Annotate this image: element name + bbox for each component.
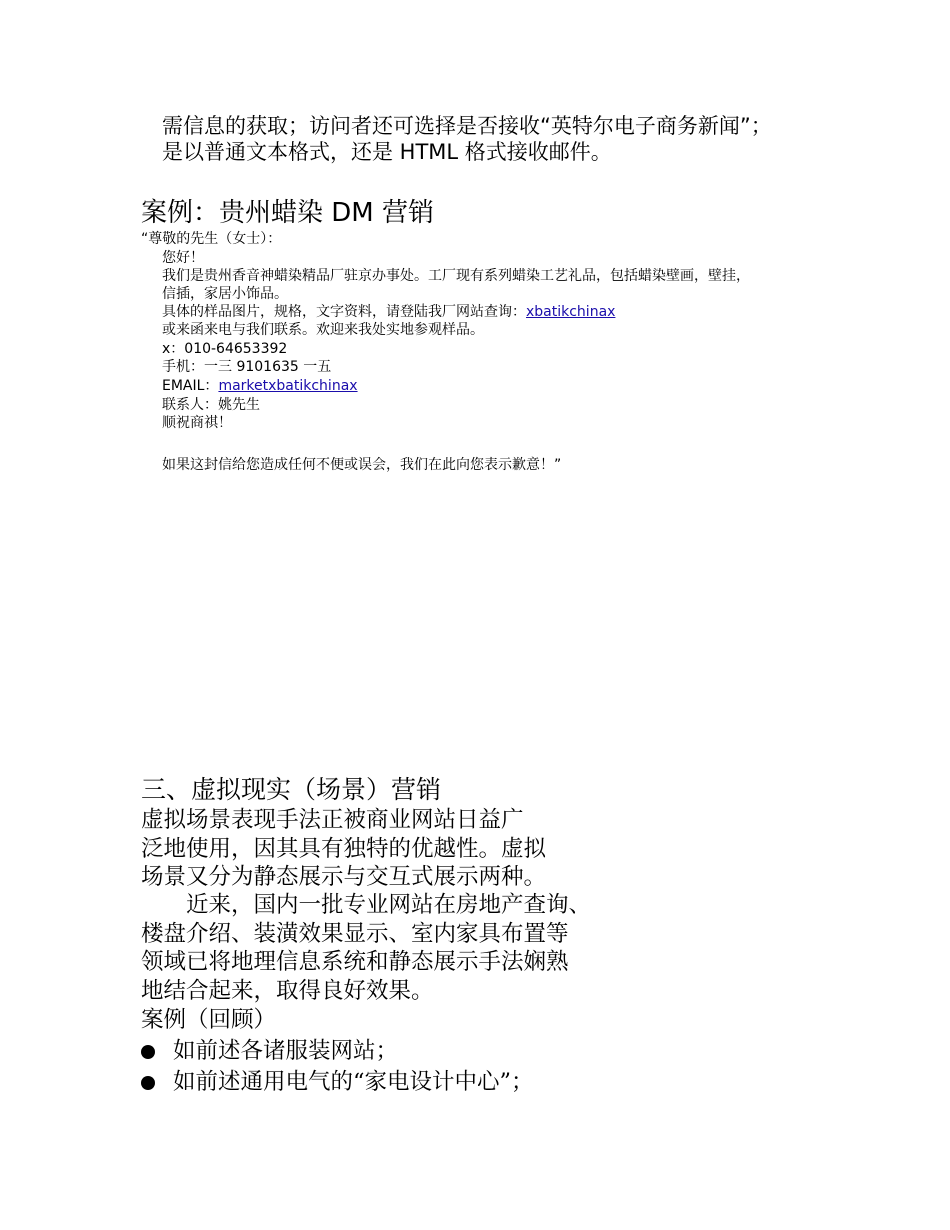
letter-body-1: 我们是贵州香音神蜡染精品厂驻京办事处。工厂现有系列蜡染工艺礼品，包括蜡染壁画，壁挂，	[162, 268, 750, 284]
section3-heading: 三、虚拟现实（场景）营销	[141, 775, 442, 804]
intro-line-2: 是以普通文本格式，还是 HTML 格式接收邮件。	[162, 140, 612, 164]
section3-para2-line: 楼盘介绍、装潢效果显示、室内家具布置等	[141, 921, 569, 947]
letter-closing: 顺祝商祺！	[162, 415, 232, 431]
bullet-item	[141, 1068, 534, 1097]
intro-line-1: 需信息的获取；访问者还可选择是否接收“英特尔电子商务新闻”；	[162, 114, 772, 138]
bullet-dot-icon	[141, 1076, 155, 1090]
case-review-heading: 案例（回顾）	[141, 1007, 277, 1033]
section3-para2-line: 地结合起来，取得良好效果。	[141, 978, 434, 1004]
bullet-item	[141, 1037, 398, 1066]
letter-body-4: 或来函来电与我们联系。欢迎来我处实地参观样品。	[162, 322, 484, 338]
letter-tel: x：010-64653392	[162, 341, 288, 357]
letter-salutation: “尊敬的先生（女士）：	[141, 231, 282, 247]
section3-para1-line: 场景又分为静态展示与交互式展示两种。	[141, 864, 547, 890]
letter-body-3-text: 具体的样品图片，规格，文字资料，请登陆我厂网站查询：	[162, 304, 526, 320]
bullet-text: 如前述通用电气的“家电设计中心”；	[173, 1069, 534, 1095]
section3-para2-line: 近来，国内一批专业网站在房地产查询、	[141, 892, 592, 918]
section3-para2-line: 领域已将地理信息系统和静态展示手法娴熟	[141, 949, 569, 975]
letter-mobile: 手机：一三 9101635 一五	[162, 359, 332, 375]
website-link[interactable]: xbatikchinax	[526, 304, 616, 320]
section3-para1-line: 虚拟场景表现手法正被商业网站日益广	[141, 807, 524, 833]
letter-apology: 如果这封信给您造成任何不便或误会，我们在此向您表示歉意！”	[162, 457, 562, 473]
letter-greeting: 您好！	[162, 250, 204, 266]
email-label: EMAIL：	[162, 378, 219, 394]
email-link[interactable]: marketxbatikchinax	[218, 378, 358, 394]
bullet-dot-icon	[141, 1045, 155, 1059]
letter-contact: 联系人：姚先生	[162, 397, 260, 413]
letter-body-3	[162, 303, 615, 322]
letter-body-2: 信插，家居小饰品。	[162, 286, 288, 302]
case-dm-heading: 案例：贵州蜡染 DM 营销	[141, 198, 434, 228]
letter-email	[162, 377, 358, 396]
section3-para1-line: 泛地使用，因其具有独特的优越性。虚拟	[141, 836, 547, 862]
bullet-text: 如前述各诸服装网站；	[173, 1038, 399, 1064]
